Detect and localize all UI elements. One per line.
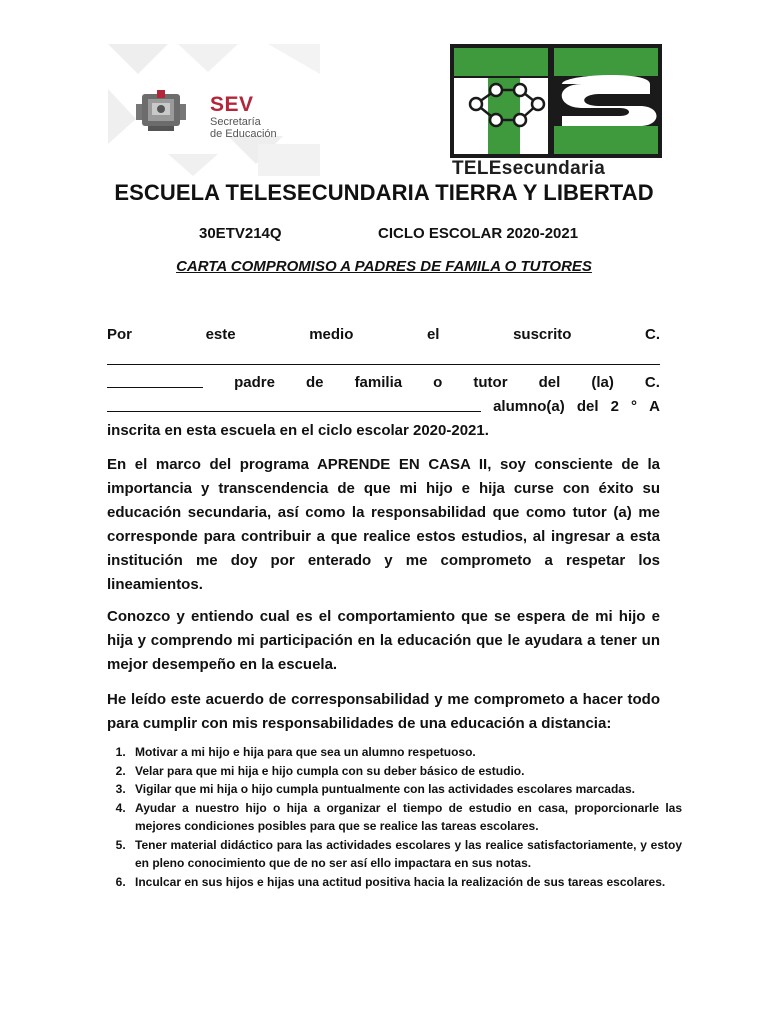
intro-word: este bbox=[205, 326, 236, 343]
list-item: 4. Ayudar a nuestro hijo o hija a organizar el tiempo de estudio en casa, proporcionarle las mejores condiciones posibles para que se realice las tareas escolares. bbox=[129, 799, 682, 836]
intro-word: suscrito bbox=[513, 326, 572, 343]
school-cycle: CICLO ESCOLAR 2020-2021 bbox=[378, 225, 579, 242]
ts-logo-caption bbox=[452, 158, 605, 180]
intro-section bbox=[107, 323, 660, 443]
intro-word: (la) bbox=[591, 374, 614, 391]
intro-line-1 bbox=[107, 323, 660, 347]
paragraph-comportamiento: Conozco y entiendo cual es el comportamiento que se espera de mi hijo e hija y comprendo mi participación en la educación que le ayudara a tener un mejor desempeño en la escuela. bbox=[107, 608, 660, 673]
veracruz-shield-icon bbox=[136, 90, 186, 132]
intro-line-4 bbox=[107, 395, 660, 419]
sev-logo-name: SEV bbox=[210, 93, 254, 116]
document-title: ESCUELA TELESECUNDARIA TIERRA Y LIBERTAD bbox=[114, 180, 654, 205]
intro-word: C. bbox=[644, 374, 660, 391]
tutor-name-blank-line bbox=[107, 364, 660, 365]
intro-line-2 bbox=[107, 347, 660, 371]
paragraph-acuerdo: He leído este acuerdo de corresponsabilidad y me comprometo a hacer todo para cumplir con mis responsabilidades de una educación a distancia: bbox=[107, 691, 660, 732]
intro-word: padre bbox=[234, 374, 275, 391]
intro-word: alumno(a) bbox=[493, 398, 565, 415]
school-code: 30ETV214Q bbox=[199, 225, 282, 242]
list-item: 6. Inculcar en sus hijos e hijas una actitud positiva hacia la realización de sus tareas escolares. bbox=[129, 873, 682, 892]
sev-logo-subtitle-2: de Educación bbox=[210, 128, 277, 140]
intro-word: del bbox=[538, 374, 561, 391]
document-subtitle: CARTA COMPROMISO A PADRES DE FAMILA O TUTORES bbox=[176, 258, 592, 275]
list-item: 5. Tener material didáctico para las actividades escolares y las realice satisfactoriamente, y estoy en pleno conocimiento que de no ser así ello impactara en sus notas. bbox=[129, 836, 682, 873]
list-item: 3. Vigilar que mi hija o hijo cumpla puntualmente con las actividades escolares marcadas. bbox=[129, 780, 682, 799]
intro-word: familia bbox=[354, 374, 403, 391]
intro-line-5: inscrita en esta escuela en el ciclo escolar 2020-2021. bbox=[107, 422, 489, 439]
intro-word: ° bbox=[631, 398, 638, 415]
tutor-name-blank-line-end bbox=[107, 371, 203, 388]
intro-word: o bbox=[433, 374, 443, 391]
intro-word: A bbox=[649, 398, 660, 415]
intro-word: medio bbox=[309, 326, 354, 343]
paragraph-aprende-en-casa: En el marco del programa APRENDE EN CASA II, soy consciente de la importancia y transcendencia de que mi hijo e hija curse con éxito su educación secundaria, así como la responsabilidad que como tutor (a) me corresponde para contribuir a que realice estos estudios, al ingresar a esta institución me doy por enterado y me comprometo a respetar los lineamientos. bbox=[107, 456, 660, 593]
intro-word: C. bbox=[645, 326, 660, 343]
intro-word: 2 bbox=[610, 398, 619, 415]
list-item: 1. Motivar a mi hijo e hija para que sea un alumno respetuoso. bbox=[129, 743, 682, 762]
intro-word: el bbox=[426, 326, 440, 343]
sev-logo bbox=[108, 44, 320, 176]
intro-word: tutor bbox=[473, 374, 508, 391]
intro-word: Por bbox=[107, 326, 133, 343]
ts-emblem-icon bbox=[450, 44, 662, 158]
student-name-blank-line bbox=[107, 395, 481, 412]
commitments-list bbox=[107, 743, 682, 891]
telesecundaria-logo bbox=[450, 44, 662, 178]
list-item: 2. Velar para que mi hija e hijo cumpla con su deber básico de estudio. bbox=[129, 762, 682, 781]
sev-logo-subtitle-1: Secretaría bbox=[210, 116, 261, 128]
intro-word: de bbox=[305, 374, 324, 391]
ts-caption-prefix: TELE bbox=[452, 158, 502, 179]
intro-word: del bbox=[576, 398, 599, 415]
ts-caption-suffix: secundaria bbox=[501, 158, 606, 179]
intro-line-3 bbox=[107, 371, 660, 395]
